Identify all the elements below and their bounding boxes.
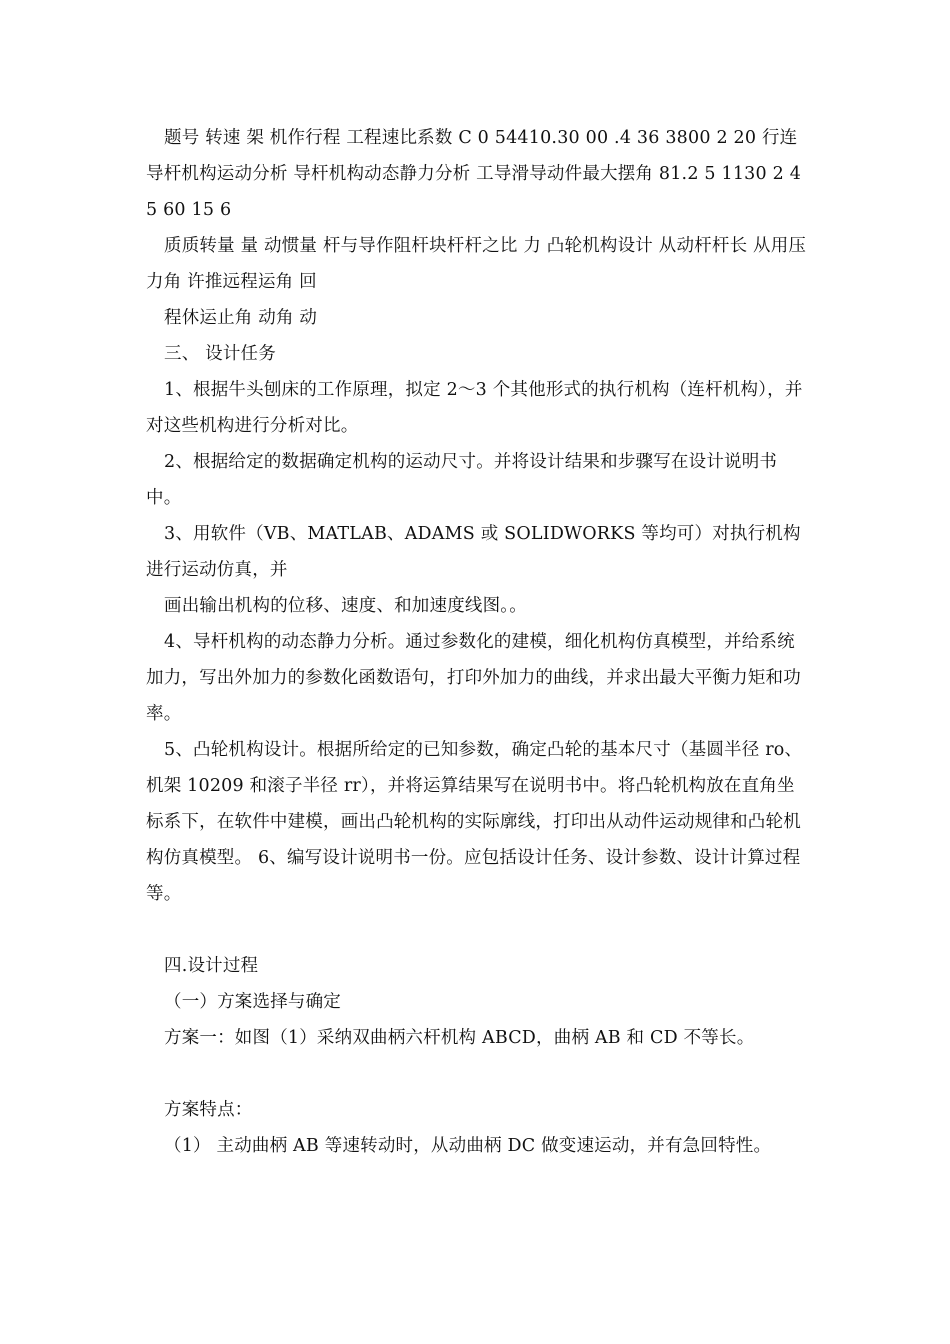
task-item-2: 2、根据给定的数据确定机构的运动尺寸。并将设计结果和步骤写在设计说明书中。 — [146, 452, 778, 508]
section-heading-design-process: 四.设计过程 — [164, 956, 259, 976]
document-body — [146, 120, 812, 1164]
parameter-table-text: 题号 转速 架 机作行程 工程速比系数 C 0 54410.30 00 .4 36 3800 2 20 行连导杆机构运动分析 导杆机构动态静力分析 工导滑导动件最大摆角 81.2 5 1130 2 45 60 15 6 — [146, 128, 802, 220]
blank-line — [146, 912, 812, 948]
task-item-5-6: 5、凸轮机构设计。根据所给定的已知参数，确定凸轮的基本尺寸（基圆半径 ro、机架 10209 和滚子半径 rr），并将运算结果写在说明书中。将凸轮机构放在直角坐标系下，在软件中建模，画出凸轮机构的实际廓线，打印出从动件运动规律和凸轮机构仿真模型。 6、编写设计说明书一份。应包括设计任务、设计参数、设计计算过程等。 — [146, 740, 803, 904]
task-item-4: 4、导杆机构的动态静力分析。通过参数化的建模，细化机构仿真模型，并给系统加力，写出外加力的参数化函数语句，打印外加力的曲线，并求出最大平衡力矩和功率。 — [146, 632, 801, 724]
parameter-table-text-2: 质质转量 量 动惯量 杆与导作阻杆块杆杆之比 力 凸轮机构设计 从动杆杆长 从用压力角 许推远程运角 回 — [146, 236, 807, 292]
scheme-one-description: 方案一：如图（1）采纳双曲柄六杆机构 ABCD，曲柄 AB 和 CD 不等长。 — [164, 1028, 755, 1048]
scheme-features-heading: 方案特点： — [164, 1100, 253, 1120]
task-item-1: 1、根据牛头刨床的工作原理，拟定 2～3 个其他形式的执行机构（连杆机构），并对这些机构进行分析对比。 — [146, 380, 803, 436]
task-item-3-continued: 画出输出机构的位移、速度、和加速度线图。。 — [164, 596, 527, 616]
subsection-heading-scheme-selection: （一）方案选择与确定 — [164, 992, 341, 1012]
section-heading-design-tasks: 三、 设计任务 — [164, 344, 276, 364]
task-item-3: 3、用软件（VB、MATLAB、ADAMS 或 SOLIDWORKS 等均可）对执行机构进行运动仿真，并 — [146, 524, 801, 580]
scheme-feature-1: （1） 主动曲柄 AB 等速转动时，从动曲柄 DC 做变速运动，并有急回特性。 — [164, 1136, 772, 1156]
blank-line-2 — [146, 1056, 812, 1092]
parameter-table-text-3: 程休运止角 动角 动 — [164, 308, 318, 328]
